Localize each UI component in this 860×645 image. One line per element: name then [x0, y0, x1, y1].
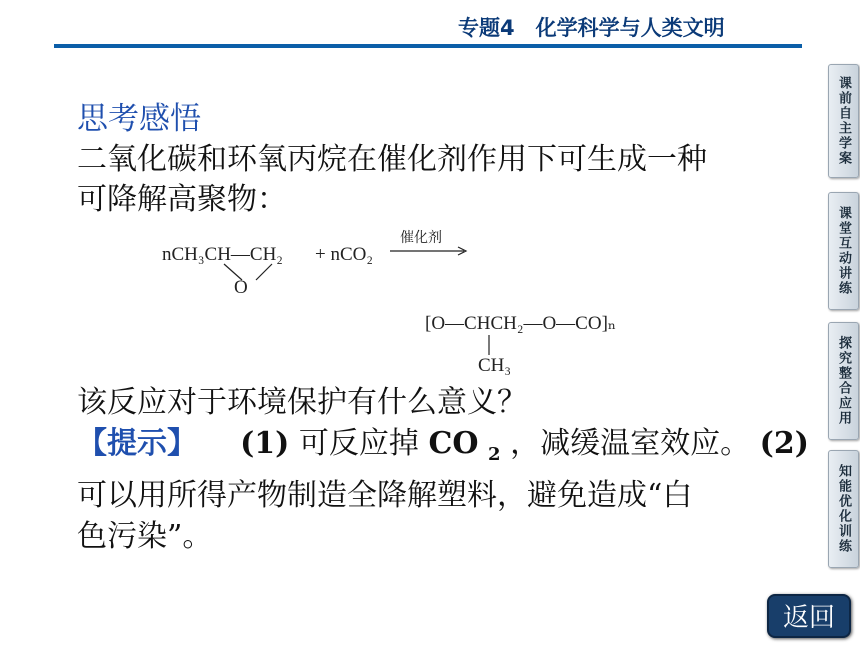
tab-classroom-interaction[interactable]: [828, 192, 859, 310]
tab-preview-study[interactable]: [828, 64, 859, 178]
epoxide-bonds: [210, 262, 290, 292]
header-divider: [54, 44, 802, 48]
answer-text-1: 可反应掉: [298, 426, 419, 461]
section-heading: 思考感悟: [77, 101, 201, 137]
reaction-equation: [150, 222, 680, 382]
page-title: 专题4 化学科学与人类文明: [458, 16, 725, 40]
tab-label: 课前自主学案: [836, 76, 851, 166]
answer-block: [77, 423, 809, 557]
tab-label: 知能优化训练: [836, 464, 851, 554]
answer-number-1: (1): [240, 426, 290, 461]
reactant-epoxide: nCH₃CH—CH₂: [162, 244, 283, 265]
answer-number-2: (2): [759, 426, 809, 461]
back-button[interactable]: 返回: [767, 594, 851, 638]
tab-inquiry-application[interactable]: [828, 322, 859, 440]
question-text: 该反应对于环境保护有什么意义？: [77, 385, 527, 420]
tab-label: 探究整合应用: [836, 336, 851, 426]
product-substituent: CH₃: [478, 355, 512, 376]
answer-co2: CO: [428, 426, 479, 461]
paragraph-line-2: 可降解高聚物：: [77, 182, 287, 217]
reactant-co2: + nCO₂: [315, 244, 373, 265]
answer-co2-subscript: 2: [488, 444, 501, 465]
main-content: [77, 98, 797, 220]
epoxide-oxygen: O: [234, 277, 248, 298]
paragraph-line-1: 二氧化碳和环氧丙烷在催化剂作用下可生成一种: [77, 142, 707, 177]
answer-line-3: 色污染”。: [77, 519, 213, 554]
substituent-bond: [484, 335, 494, 357]
tab-skill-training[interactable]: [828, 450, 859, 568]
reaction-arrow-icon: [390, 246, 470, 256]
polymer-product: [O—CHCH₂—O—CO]ₙ: [425, 313, 617, 334]
catalyst-label: 催化剂: [400, 230, 442, 246]
tab-label: 课堂互动讲练: [836, 206, 851, 296]
answer-line-2: 可以用所得产物制造全降解塑料，避免造成“白: [77, 478, 693, 513]
answer-text-2: ，减缓温室效应。: [510, 426, 751, 461]
hint-label: 【提示】: [77, 426, 197, 461]
